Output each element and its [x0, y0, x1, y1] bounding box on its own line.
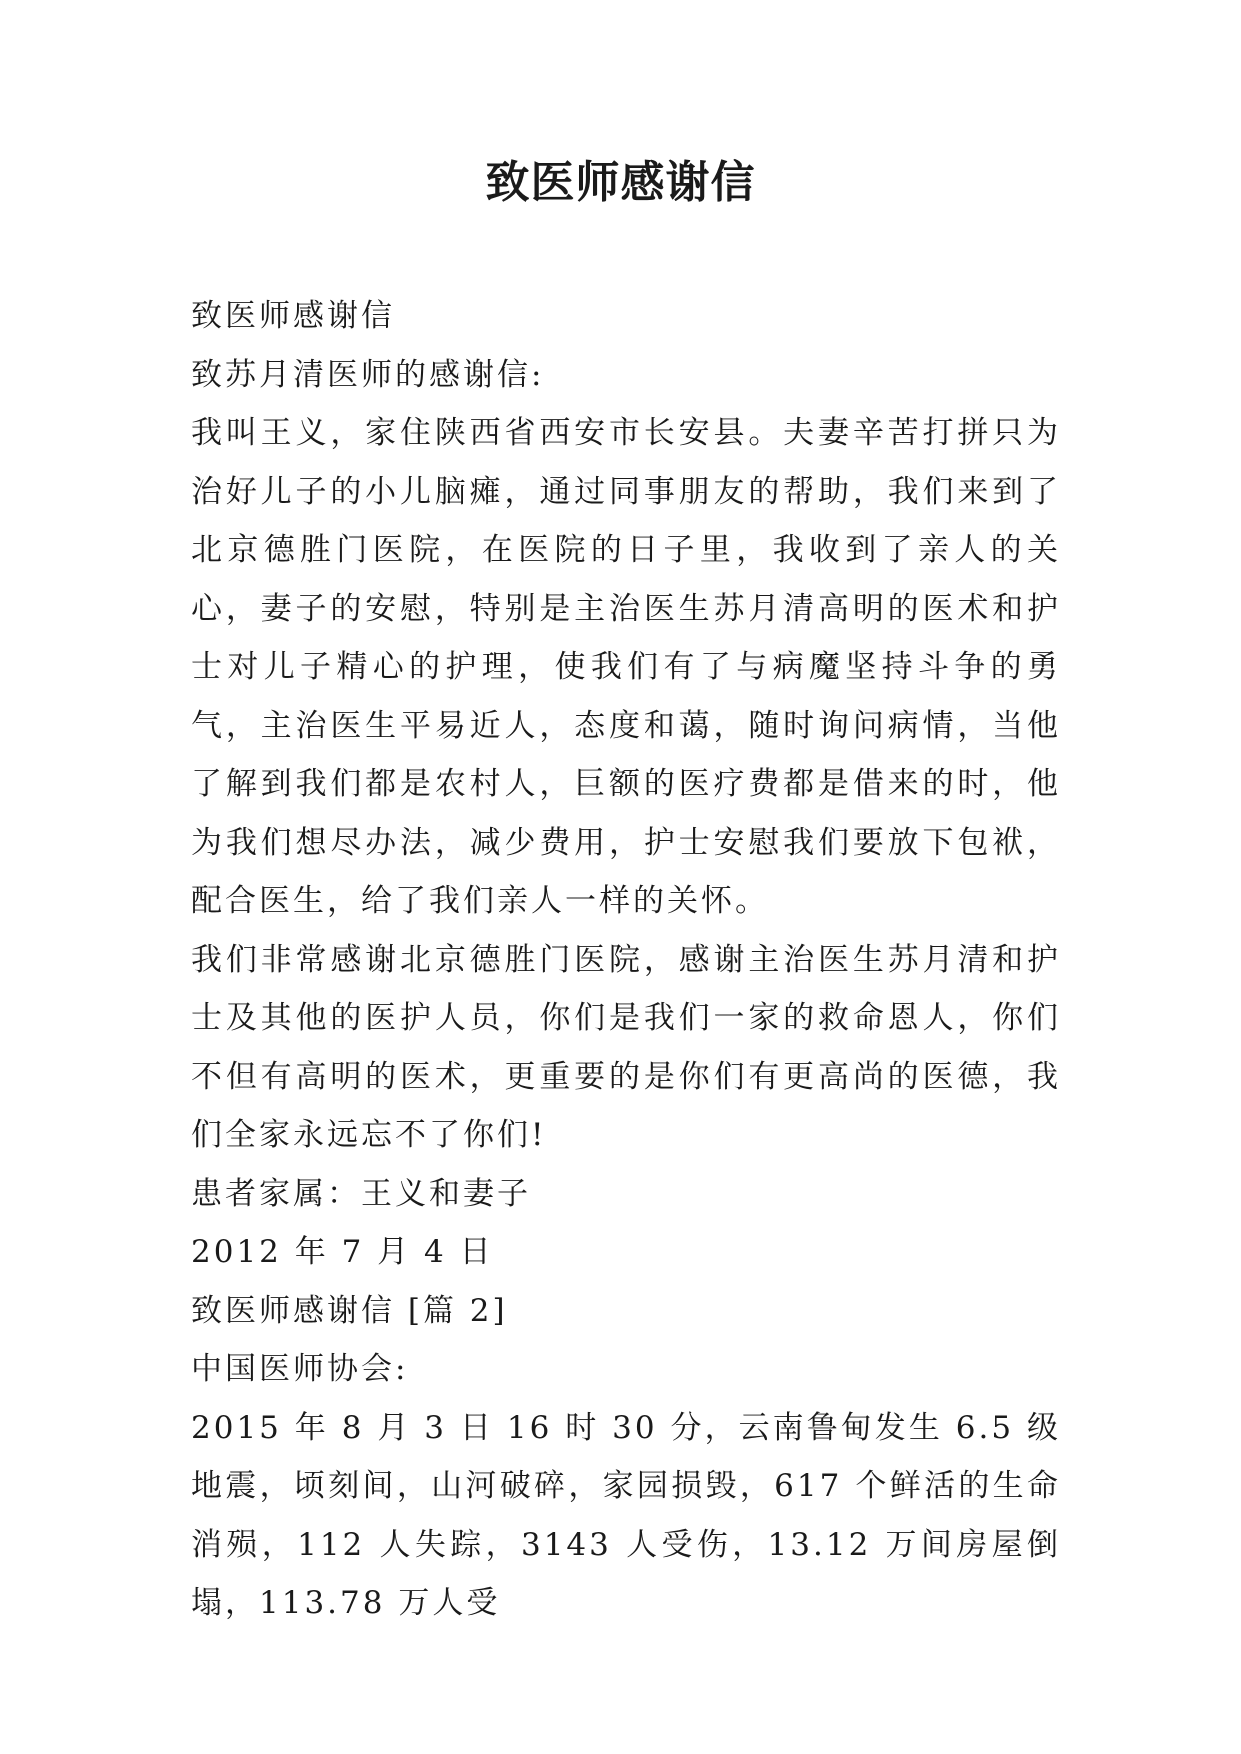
paragraph-section-heading: 致医师感谢信 [篇 2] — [191, 1292, 508, 1329]
paragraph-heading: 致医师感谢信 — [191, 298, 395, 334]
paragraph-salutation-2: 中国医师协会: — [191, 1351, 409, 1387]
paragraph-signature: 患者家属：王义和妻子 — [191, 1175, 531, 1212]
paragraph-date: 2012 年 7 月 4 日 — [191, 1234, 494, 1270]
paragraph-body-1: 我叫王义，家住陕西省西安市长安县。夫妻辛苦打拼只为治好儿子的小儿脑瘫，通过同事朋友的帮助，我们来到了北京德胜门医院，在医院的日子里，我收到了亲人的关心，妻子的安慰，特别是主治医生苏月清高明的医术和护士对儿子精心的护理，使我们有了与病魔坚持斗争的勇气，主治医生平易近人，态度和蔼，随时询问病情，当他了解到我们都是农村人，巨额的医疗费都是借来的时，他为我们想尽办法，减少费用，护士安慰我们要放下包袱，配合医生，给了我们亲人一样的关怀。 — [191, 415, 1061, 919]
document-body — [191, 287, 1061, 1633]
document-title: 致医师感谢信 — [485, 157, 756, 208]
paragraph-body-3: 2015 年 8 月 3 日 16 时 30 分，云南鲁甸发生 6.5 级地震，顷刻间，山河破碎，家园损毁，617 个鲜活的生命消殒，112 人失踪，3143 人受伤，13.12 万间房屋倒塌，113.78 万人受 — [191, 1409, 1061, 1621]
paragraph-salutation: 致苏月清医师的感谢信: — [191, 356, 545, 393]
paragraph-body-2: 我们非常感谢北京德胜门医院，感谢主治医生苏月清和护士及其他的医护人员，你们是我们一家的救命恩人，你们不但有高明的医术，更重要的是你们有更高尚的医德，我们全家永远忘不了你们! — [191, 941, 1061, 1153]
